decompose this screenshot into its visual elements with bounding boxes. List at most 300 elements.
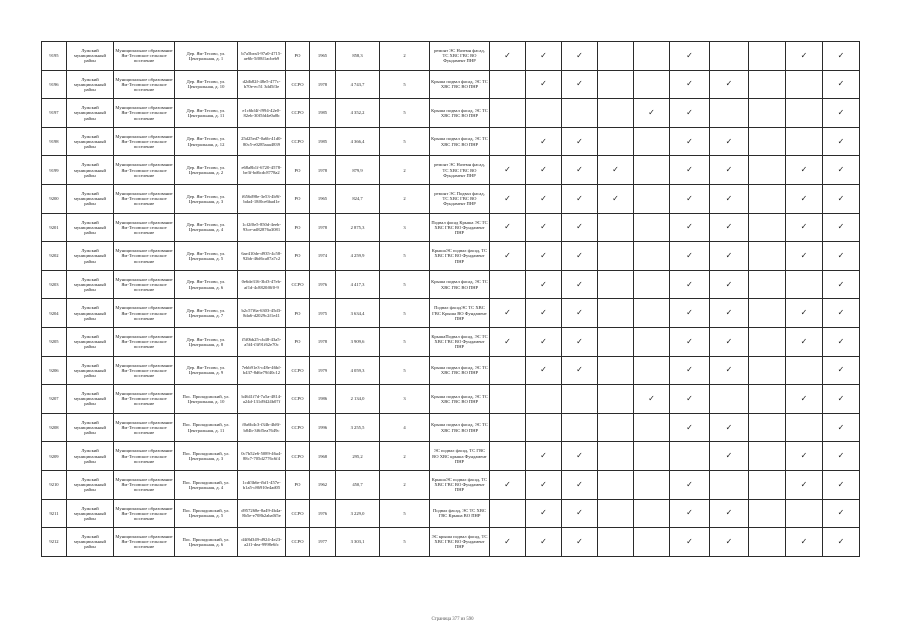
checkmark-icon: ✓ [576,308,583,318]
work-check-cell [710,184,749,213]
work-check-cell [526,470,562,499]
table-row [42,99,860,128]
work-check-cell [786,270,823,299]
checkmark-icon: ✓ [725,250,733,260]
work-check-cell [710,327,749,356]
checkmark-icon: ✓ [800,222,808,232]
year-cell: 1986 [310,385,336,414]
works-cell: ЭС подвал фасад, ТС ГВС ВО ХВС крыша Фундамент ПНР [430,442,490,471]
work-check-cell [786,156,823,185]
floors-cell: 2 [380,156,430,185]
work-check-cell [749,70,786,99]
checkmark-icon: ✓ [800,50,808,60]
owner-cell: Муниципальное образование Ям-Тесовское сельское поселение [114,299,175,328]
checkmark-icon: ✓ [540,336,547,346]
owner-cell: Муниципальное образование Ям-Тесовское сельское поселение [114,470,175,499]
owner-cell: Муниципальное образование Ям-Тесовское сельское поселение [114,499,175,528]
checkmark-icon: ✓ [725,193,733,203]
area-cell: 4 366,4 [336,127,380,156]
address-cell: Дер. Ям-Тесово, ул. Центральная, д. 2 [175,156,238,185]
checkmark-icon: ✓ [686,50,693,60]
checkmark-icon: ✓ [725,451,733,461]
work-check-cell [634,356,670,385]
work-check-cell [562,413,598,442]
checkmark-icon: ✓ [576,136,583,146]
work-check-cell [562,442,598,471]
checkmark-icon: ✓ [504,479,511,489]
work-check-cell [490,42,526,71]
work-check-cell [562,156,598,185]
owner-cell: Муниципальное образование Ям-Тесовское сельское поселение [114,528,175,557]
work-check-cell [526,299,562,328]
row-number: 9199 [42,156,67,185]
checkmark-icon: ✓ [686,279,693,289]
work-check-cell [710,470,749,499]
year-cell: 1978 [310,70,336,99]
works-cell: ремонт ЭС Наземн фасад, ТС ХВС ГВС ВО Фундамент ПНР [430,156,490,185]
work-check-cell [526,70,562,99]
district-cell: Лужский муниципальный район [67,242,114,271]
row-number: 9212 [42,528,67,557]
work-check-cell [562,242,598,271]
type-cell: ССРО [286,385,310,414]
checkmark-icon: ✓ [800,193,808,203]
work-check-cell [526,42,562,71]
year-cell: 1977 [310,528,336,557]
type-cell: ССРО [286,70,310,99]
checkmark-icon: ✓ [686,136,693,146]
checkmark-icon: ✓ [837,50,845,60]
checkmark-icon: ✓ [540,50,547,60]
checkmark-icon: ✓ [504,308,511,318]
checkmark-icon: ✓ [800,479,808,489]
work-check-cell [670,70,710,99]
work-check-cell [786,327,823,356]
checkmark-icon: ✓ [837,508,845,518]
work-check-cell [786,356,823,385]
checkmark-icon: ✓ [686,79,693,89]
work-check-cell [526,356,562,385]
checkmark-icon: ✓ [725,365,733,375]
checkmark-icon: ✓ [576,250,583,260]
work-check-cell [670,327,710,356]
work-check-cell [670,528,710,557]
work-check-cell [670,42,710,71]
work-check-cell [823,442,860,471]
checkmark-icon: ✓ [725,279,733,289]
work-check-cell [710,270,749,299]
year-cell: 1978 [310,213,336,242]
district-cell: Лужский муниципальный район [67,499,114,528]
work-check-cell [710,70,749,99]
year-cell: 1976 [310,270,336,299]
district-cell: Лужский муниципальный район [67,99,114,128]
building-id-cell: f5f0bb25-cb48-43a5-a5f4-f3f91f62e70c [238,327,286,356]
checkmark-icon: ✓ [686,479,693,489]
work-check-cell [526,127,562,156]
checkmark-icon: ✓ [612,165,619,175]
checkmark-icon: ✓ [725,165,733,175]
work-check-cell [749,242,786,271]
table-row [42,156,860,185]
work-check-cell [598,470,634,499]
checkmark-icon: ✓ [540,79,547,89]
work-check-cell [749,213,786,242]
work-check-cell [786,499,823,528]
work-check-cell [490,270,526,299]
work-check-cell [634,42,670,71]
area-cell: 4 743,7 [336,70,380,99]
work-check-cell [670,499,710,528]
work-check-cell [598,99,634,128]
work-check-cell [670,270,710,299]
type-cell: РО [286,213,310,242]
table-row [42,70,860,99]
work-check-cell [634,413,670,442]
work-check-cell [823,127,860,156]
building-id-cell: 25d25ed7-0a6b-41d0-80c5-e0285aaa4839 [238,127,286,156]
row-number: 9209 [42,442,67,471]
checkmark-icon: ✓ [837,136,845,146]
year-cell: 1965 [310,184,336,213]
building-id-cell: d957268e-8a49-4b4a-8b5e-e708b2aba0f5e [238,499,286,528]
work-check-cell [526,213,562,242]
work-check-cell [598,356,634,385]
work-check-cell [562,99,598,128]
work-check-cell [598,70,634,99]
work-check-cell [598,327,634,356]
address-cell: Дер. Ям-Тесово, ул. Центральная, д. 12 [175,127,238,156]
address-cell: Дер. Ям-Тесово, ул. Центральная, д. 6 [175,270,238,299]
work-check-cell [710,528,749,557]
floors-cell: 2 [380,470,430,499]
checkmark-icon: ✓ [648,107,655,117]
checkmark-icon: ✓ [837,479,845,489]
checkmark-icon: ✓ [725,308,733,318]
checkmark-icon: ✓ [686,107,693,117]
work-check-cell [562,184,598,213]
work-check-cell [823,327,860,356]
checkmark-icon: ✓ [576,193,583,203]
owner-cell: Муниципальное образование Ям-Тесовское сельское поселение [114,270,175,299]
year-cell: 1968 [310,442,336,471]
work-check-cell [786,42,823,71]
works-cell: ремонт ЭС Наземн фасад, ТС ХВС ГВС ВО Фундамент ПНР [430,42,490,71]
register-table [41,41,860,557]
work-check-cell [823,413,860,442]
floors-cell: 5 [380,127,430,156]
work-check-cell [490,499,526,528]
checkmark-icon: ✓ [540,250,547,260]
address-cell: Пос. Приладожский, ул. Центральная, д. 10 [175,385,238,414]
year-cell: 1974 [310,242,336,271]
address-cell: Пос. Приладожский, ул. Центральная, д. 4 [175,470,238,499]
work-check-cell [749,385,786,414]
checkmark-icon: ✓ [576,279,583,289]
checkmark-icon: ✓ [540,279,547,289]
checkmark-icon: ✓ [837,107,845,117]
row-number: 9198 [42,127,67,156]
table-row [42,327,860,356]
work-check-cell [634,442,670,471]
work-check-cell [670,242,710,271]
work-check-cell [562,42,598,71]
owner-cell: Муниципальное образование Ям-Тесовское сельское поселение [114,156,175,185]
checkmark-icon: ✓ [837,193,845,203]
work-check-cell [526,385,562,414]
checkmark-icon: ✓ [540,365,547,375]
work-check-cell [710,99,749,128]
checkmark-icon: ✓ [837,422,845,432]
year-cell: 1979 [310,356,336,385]
address-cell: Пос. Приладожский, ул. Центральная, д. 3 [175,442,238,471]
area-cell: 858,3 [336,42,380,71]
district-cell: Лужский муниципальный район [67,156,114,185]
work-check-cell [749,299,786,328]
works-cell: ЭС крыша подвал фасад, ТС ХВС ГВС ВО Фундамент ПНР [430,528,490,557]
checkmark-icon: ✓ [800,250,808,260]
work-check-cell [562,213,598,242]
work-check-cell [490,413,526,442]
checkmark-icon: ✓ [686,165,693,175]
work-check-cell [749,470,786,499]
checkmark-icon: ✓ [837,536,845,546]
row-number: 9206 [42,356,67,385]
checkmark-icon: ✓ [576,451,583,461]
checkmark-icon: ✓ [725,136,733,146]
work-check-cell [490,385,526,414]
area-cell: 4 417,3 [336,270,380,299]
district-cell: Лужский муниципальный район [67,270,114,299]
work-check-cell [490,470,526,499]
checkmark-icon: ✓ [837,165,845,175]
district-cell: Лужский муниципальный район [67,528,114,557]
checkmark-icon: ✓ [686,422,693,432]
checkmark-icon: ✓ [576,50,583,60]
work-check-cell [634,184,670,213]
building-id-cell: 6ae410de-d935-4c58-92bb-46d6ca07a7c2 [238,242,286,271]
work-check-cell [823,70,860,99]
year-cell: 1996 [310,413,336,442]
area-cell: 4 352,2 [336,99,380,128]
address-cell: Дер. Ям-Тесово, ул. Центральная, д. 5 [175,242,238,271]
work-check-cell [823,213,860,242]
district-cell: Лужский муниципальный район [67,70,114,99]
building-id-cell: f0a6b4c3-f34b-4b8f-b84b-3f6f5ea7649c [238,413,286,442]
area-cell: 3 229,0 [336,499,380,528]
type-cell: РО [286,327,310,356]
checkmark-icon: ✓ [800,308,808,318]
floors-cell: 4 [380,413,430,442]
floors-cell: 3 [380,213,430,242]
works-cell: Крыша подвал фасад, ЭС ТС ХВС ГВС ВО ПНР [430,70,490,99]
work-check-cell [823,499,860,528]
year-cell: 1978 [310,156,336,185]
checkmark-icon: ✓ [837,365,845,375]
row-number: 9200 [42,184,67,213]
work-check-cell [634,156,670,185]
work-check-cell [562,385,598,414]
work-check-cell [670,213,710,242]
building-id-cell: f656d98e-3e53-4b9f-bda4-18f0ce6bad1e [238,184,286,213]
work-check-cell [490,99,526,128]
work-check-cell [562,127,598,156]
checkmark-icon: ✓ [540,536,547,546]
work-check-cell [490,127,526,156]
work-check-cell [562,528,598,557]
work-check-cell [749,184,786,213]
floors-cell: 5 [380,70,430,99]
table-body [42,42,860,557]
floors-cell: 5 [380,99,430,128]
floors-cell: 5 [380,528,430,557]
work-check-cell [526,499,562,528]
work-check-cell [786,528,823,557]
owner-cell: Муниципальное образование Ям-Тесовское сельское поселение [114,242,175,271]
work-check-cell [490,242,526,271]
work-check-cell [526,99,562,128]
area-cell: 824,7 [336,184,380,213]
work-check-cell [710,213,749,242]
table-row [42,528,860,557]
work-check-cell [786,299,823,328]
work-check-cell [670,385,710,414]
type-cell: ССРО [286,442,310,471]
work-check-cell [710,127,749,156]
work-check-cell [598,299,634,328]
district-cell: Лужский муниципальный район [67,42,114,71]
table-row [42,442,860,471]
table-row [42,270,860,299]
floors-cell: 5 [380,242,430,271]
work-check-cell [526,270,562,299]
year-cell: 1965 [310,42,336,71]
checkmark-icon: ✓ [540,222,547,232]
checkmark-icon: ✓ [837,250,845,260]
table-row [42,499,860,528]
work-check-cell [490,528,526,557]
work-check-cell [786,70,823,99]
area-cell: 4 059,3 [336,356,380,385]
works-cell: Крыша подвал фасад, ЭС ТС ХВС ГВС ВО ПНР [430,356,490,385]
checkmark-icon: ✓ [686,193,693,203]
row-number: 9205 [42,327,67,356]
district-cell: Лужский муниципальный район [67,385,114,414]
building-id-cell: b7a5bea3-97a0-4715-ae6b-5f08f1acbeb9 [238,42,286,71]
type-cell: ССРО [286,99,310,128]
owner-cell: Муниципальное образование Ям-Тесовское сельское поселение [114,356,175,385]
floors-cell: 2 [380,184,430,213]
address-cell: Дер. Ям-Тесово, ул. Центральная, д. 10 [175,70,238,99]
work-check-cell [786,99,823,128]
address-cell: Дер. Ям-Тесово, ул. Центральная, д. 8 [175,327,238,356]
works-cell: Крыша подвал фасад, ЭС ТС ХВС ГВС ВО ПНР [430,385,490,414]
work-check-cell [749,499,786,528]
works-cell: ремонт ЭС Подвал фасад, ТС ХВС ГВС ВО Фундамент ПНР [430,184,490,213]
type-cell: ССРО [286,499,310,528]
type-cell: ССРО [286,270,310,299]
area-cell: 3 255,5 [336,413,380,442]
checkmark-icon: ✓ [540,508,547,518]
checkmark-icon: ✓ [837,393,845,403]
work-check-cell [634,499,670,528]
works-cell: Подвал фасадЭС ТС ХВС ГВС Крыша ВО Фундамент ПНР [430,299,490,328]
work-check-cell [598,184,634,213]
work-check-cell [634,127,670,156]
checkmark-icon: ✓ [800,451,808,461]
work-check-cell [786,242,823,271]
table-row [42,242,860,271]
work-check-cell [710,442,749,471]
checkmark-icon: ✓ [504,222,511,232]
work-check-cell [598,242,634,271]
work-check-cell [786,184,823,213]
work-check-cell [749,327,786,356]
work-check-cell [786,213,823,242]
work-check-cell [598,499,634,528]
work-check-cell [823,156,860,185]
checkmark-icon: ✓ [504,193,511,203]
checkmark-icon: ✓ [576,365,583,375]
year-cell: 1962 [310,470,336,499]
work-check-cell [634,242,670,271]
table-row [42,299,860,328]
area-cell: 3 634,4 [336,299,380,328]
work-check-cell [710,42,749,71]
owner-cell: Муниципальное образование Ям-Тесовское сельское поселение [114,127,175,156]
floors-cell: 5 [380,299,430,328]
building-id-cell: b4641f7d-7a5a-4814-a24d-131d9424b07f [238,385,286,414]
district-cell: Лужский муниципальный район [67,356,114,385]
address-cell: Дер. Ям-Тесово, ул. Центральная, д. 9 [175,356,238,385]
checkmark-icon: ✓ [686,393,693,403]
checkmark-icon: ✓ [837,79,845,89]
work-check-cell [670,99,710,128]
area-cell: 295,2 [336,442,380,471]
works-cell: КрышаПодвал фасад, ЭС ТС ХВС ГВС ВО Фундамент ПНР [430,327,490,356]
work-check-cell [526,442,562,471]
checkmark-icon: ✓ [504,165,511,175]
table-row [42,356,860,385]
work-check-cell [562,356,598,385]
work-check-cell [786,442,823,471]
checkmark-icon: ✓ [504,250,511,260]
floors-cell: 2 [380,42,430,71]
district-cell: Лужский муниципальный район [67,213,114,242]
owner-cell: Муниципальное образование Ям-Тесовское сельское поселение [114,442,175,471]
type-cell: РО [286,184,310,213]
work-check-cell [670,127,710,156]
work-check-cell [670,413,710,442]
work-check-cell [749,42,786,71]
address-cell: Дер. Ям-Тесово, ул. Центральная, д. 7 [175,299,238,328]
work-check-cell [526,327,562,356]
work-check-cell [670,299,710,328]
address-cell: Дер. Ям-Тесово, ул. Центральная, д. 3 [175,184,238,213]
work-check-cell [786,385,823,414]
type-cell: РО [286,42,310,71]
work-check-cell [710,299,749,328]
table-row [42,127,860,156]
table-row [42,413,860,442]
checkmark-icon: ✓ [725,222,733,232]
row-number: 9202 [42,242,67,271]
work-check-cell [634,327,670,356]
checkmark-icon: ✓ [504,336,511,346]
work-check-cell [562,270,598,299]
work-check-cell [749,99,786,128]
works-cell: Крыша подвал фасад, ЭС ТС ХВС ГВС ВО ПНР [430,270,490,299]
